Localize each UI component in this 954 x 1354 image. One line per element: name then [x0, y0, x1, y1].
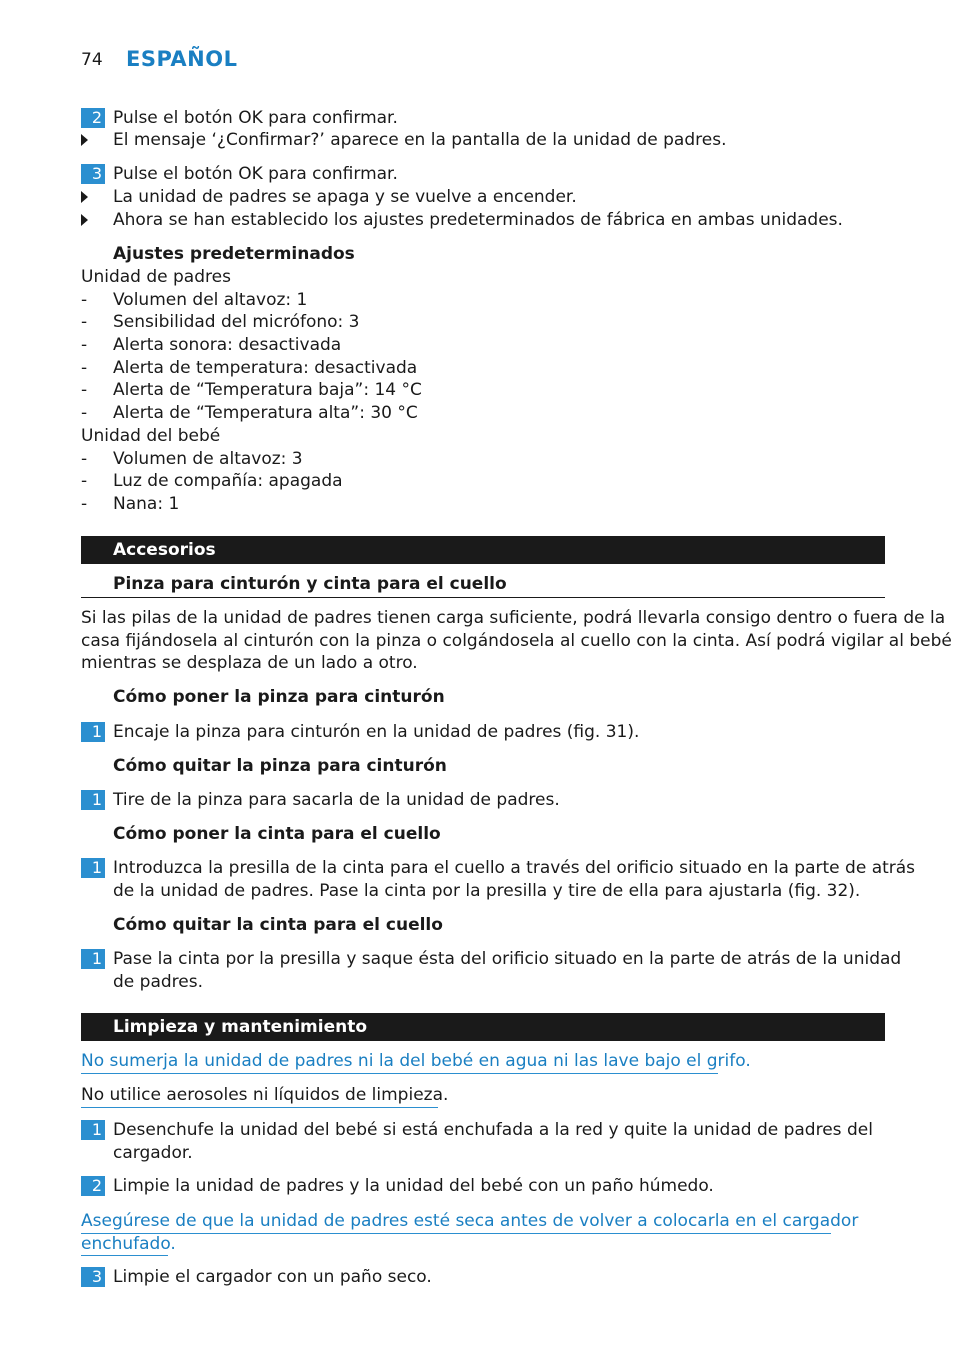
list-dash: - [81, 380, 88, 400]
list-dash: - [81, 312, 88, 332]
result-bullet-icon [81, 191, 88, 203]
list-item: Nana: 1 [113, 494, 180, 514]
warning-text: No utilice aerosoles ni líquidos de limpieza. [81, 1085, 449, 1105]
list-dash: - [81, 403, 88, 423]
section-bar-accessories [81, 536, 885, 564]
warning-text: Asegúrese de que la unidad de padres esté seca antes de volver a colocarla en el cargador [81, 1211, 859, 1231]
section-bar-cleaning [81, 1013, 885, 1041]
step-text: Limpie la unidad de padres y la unidad del bebé con un paño húmedo. [113, 1176, 714, 1196]
list-dash: - [81, 449, 88, 469]
result-bullet-icon [81, 134, 88, 146]
result-bullet-icon [81, 214, 88, 226]
step-number: 1 [81, 1120, 105, 1140]
step-text: cargador. [113, 1143, 193, 1163]
step-text: Desenchufe la unidad del bebé si está enchufada a la red y quite la unidad de padres del [113, 1120, 873, 1140]
section-title: Accesorios [113, 540, 216, 560]
step-text: Tire de la pinza para sacarla de la unidad de padres. [113, 790, 560, 810]
list-dash: - [81, 358, 88, 378]
heading-attach-strap: Cómo poner la cinta para el cuello [113, 824, 441, 844]
step-text: de la unidad de padres. Pase la cinta por la presilla y tire de ella para ajustarla (fig. 32). [113, 881, 861, 901]
step-text: Introduzca la presilla de la cinta para el cuello a través del orificio situado en la parte de atrás [113, 858, 916, 878]
baby-unit-label: Unidad del bebé [81, 426, 221, 446]
page-number: 74 [81, 50, 103, 70]
step-text: Pase la cinta por la presilla y saque ésta del orificio situado en la parte de atrás de la unidad [113, 949, 902, 969]
paragraph-line: casa fijándosela al cinturón con la pinza o colgándosela al cuello con la cinta. Así podrá vigilar al bebé [81, 631, 952, 651]
list-dash: - [81, 471, 88, 491]
result-text: El mensaje ‘¿Confirmar?’ aparece en la pantalla de la unidad de padres. [113, 130, 727, 150]
parent-unit-label: Unidad de padres [81, 267, 231, 287]
warning-text: enchufado. [81, 1234, 176, 1254]
heading-attach-clip: Cómo poner la pinza para cinturón [113, 687, 445, 707]
step-number: 2 [81, 1176, 105, 1196]
subsection-heading: Pinza para cinturón y cinta para el cuello [113, 574, 507, 594]
step-text: Limpie el cargador con un paño seco. [113, 1267, 432, 1287]
step-number: 2 [81, 108, 105, 128]
list-dash: - [81, 494, 88, 514]
list-dash: - [81, 335, 88, 355]
warning-underline [81, 1073, 718, 1074]
heading-remove-clip: Cómo quitar la pinza para cinturón [113, 756, 447, 776]
list-item: Alerta de “Temperatura alta”: 30 °C [113, 403, 418, 423]
step-text: Pulse el botón OK para confirmar. [113, 108, 398, 128]
step-number: 1 [81, 858, 105, 878]
list-item: Volumen del altavoz: 1 [113, 290, 308, 310]
step-text: Pulse el botón OK para confirmar. [113, 164, 398, 184]
list-item: Alerta de temperatura: desactivada [113, 358, 418, 378]
step-number: 3 [81, 164, 105, 184]
list-dash: - [81, 290, 88, 310]
result-text: La unidad de padres se apaga y se vuelve a encender. [113, 187, 577, 207]
defaults-heading: Ajustes predeterminados [113, 244, 355, 264]
paragraph-line: Si las pilas de la unidad de padres tienen carga suficiente, podrá llevarla consigo dentro o fuera de la [81, 608, 946, 628]
paragraph-line: mientras se desplaza de un lado a otro. [81, 653, 418, 673]
list-item: Volumen de altavoz: 3 [113, 449, 303, 469]
result-text: Ahora se han establecido los ajustes predeterminados de fábrica en ambas unidades. [113, 210, 843, 230]
step-text: de padres. [113, 972, 203, 992]
warning-underline [81, 1107, 438, 1108]
step-number: 1 [81, 949, 105, 969]
warning-underline [81, 1233, 831, 1234]
divider [81, 597, 885, 598]
list-item: Sensibilidad del micrófono: 3 [113, 312, 360, 332]
step-number: 1 [81, 790, 105, 810]
language-title: ESPAÑOL [126, 47, 238, 71]
warning-underline [81, 1255, 168, 1256]
step-number: 3 [81, 1267, 105, 1287]
step-text: Encaje la pinza para cinturón en la unidad de padres (fig. 31). [113, 722, 640, 742]
list-item: Alerta de “Temperatura baja”: 14 °C [113, 380, 422, 400]
list-item: Luz de compañía: apagada [113, 471, 343, 491]
warning-text: No sumerja la unidad de padres ni la del bebé en agua ni las lave bajo el grifo. [81, 1051, 751, 1071]
step-number: 1 [81, 722, 105, 742]
list-item: Alerta sonora: desactivada [113, 335, 342, 355]
heading-remove-strap: Cómo quitar la cinta para el cuello [113, 915, 443, 935]
section-title: Limpieza y mantenimiento [113, 1017, 368, 1037]
